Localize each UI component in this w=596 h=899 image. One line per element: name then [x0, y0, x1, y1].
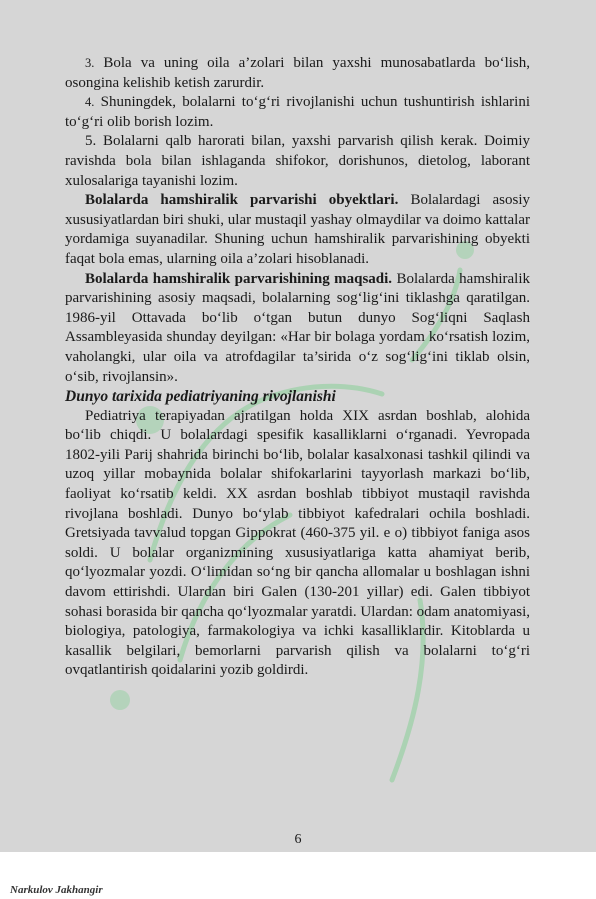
- list-number: 3.: [85, 56, 95, 70]
- page-content: [65, 54, 530, 681]
- paragraph-text: Bola va uning oila a’zolari bilan yaxshi munosabatlarda bo‘lish, osongina kelishib ketish zarurdir.: [65, 55, 530, 91]
- paragraph-text: Shuningdek, bolalarni to‘g‘ri rivojlanishi uchun tushuntirish ishlarini to‘g‘ri olib borish lozim.: [65, 94, 530, 130]
- list-number: 4.: [85, 95, 95, 110]
- paragraph-heading: Bolalarda hamshiralik parvarishining maqsadi.: [85, 270, 393, 287]
- paragraph-5: 5. Bolalarni qalb harorati bilan, yaxshi parvarish qilish kerak. Doimiy ravishda bola bilan ishlaganda shifokor, dorishunos, dietolog, laborant xulosalariga tayanishi lozim.: [65, 133, 530, 189]
- footer-author: Narkulov Jakhangir: [10, 884, 103, 896]
- page-number: 6: [294, 832, 302, 847]
- section-title: Dunyo tarixida pediatriyaning rivojlanishi: [65, 388, 336, 406]
- paragraph-text: Bolalardagi asosiy xususiyatlardan biri shuki, ular mustaqil yashay olmaydilar va doimo kattalar yordamiga suyanadilar. Shuning uchun hamshiralik parvarishining obyekti faqat bola emas, ularning oila a’zolari hisoblanadi.: [65, 192, 530, 267]
- paragraph-text: Bolalarda hamshiralik parvarishining asosiy maqsadi, bolalarning sog‘lig‘ini tiklashga qaratilgan. 1986-yil Ottavada bo‘lib o‘tgan butun dunyo Sog‘liqni Saqlash Assambleyasida shunday deyilgan: «Har bir bolaga yordam ko‘rsatish lozim, vaholangki, ular oila va atrofdagilar ta’sirida o‘z sog‘lig‘ini tiklab olsin, o‘sib, rivojlansin».: [65, 270, 530, 385]
- paragraph-history: Pediatriya terapiyadan ajratilgan holda XIX asrdan boshlab, alohida bo‘lib chiqdi. U bolalardagi spesifik kasalliklarni o‘rganadi. Yevropada 1802-yili Parij shahrida birinchi bo‘lib, bolalar kasalxonasi tashkil qilindi va uzoq yillar mobaynida bolalar shifokarlarini tayyorlash markazi bo‘lib, faoliyat ko‘rsatib keldi. XX asrdan boshlab tibbiyot mustaqil ravishda rivojlana boshladi. Dunyo bo‘ylab tibbiyot kafedralari ochila boshladi. Gretsiyada tavvalud topgan Gippokrat (460-375 yil. e o) tibbiyot faniga asos soldi. U bolalar organizmining xususiyatlariga katta ahamiyat berib, qo‘lyozmalar yozdi. O‘limidan so‘ng bir qancha allomalar u boshlagan ishni davom ettirishdi. Ulardan biri Galen (130-201 yillar) edi. Galen tibbiyot sohasi borasida bir qancha qo‘lyozmalar yaratdi. Ulardan: odam anatomiyasi, biologiya, patologiya, farmakologiya va ichki kasalliklardir. Kitoblarda u kasallik belgilari, bemorlarni parvarish qilish va bolalarni to‘g‘ri ovqatlantirish qoidalarini yozib goldirdi.: [65, 407, 530, 679]
- paragraph-heading: Bolalarda hamshiralik parvarishi obyektlari.: [85, 192, 399, 209]
- paragraph-objects: [65, 191, 530, 269]
- paragraph-4: [65, 93, 530, 132]
- paragraph-goal: [65, 270, 530, 388]
- paragraph-3: [65, 54, 530, 93]
